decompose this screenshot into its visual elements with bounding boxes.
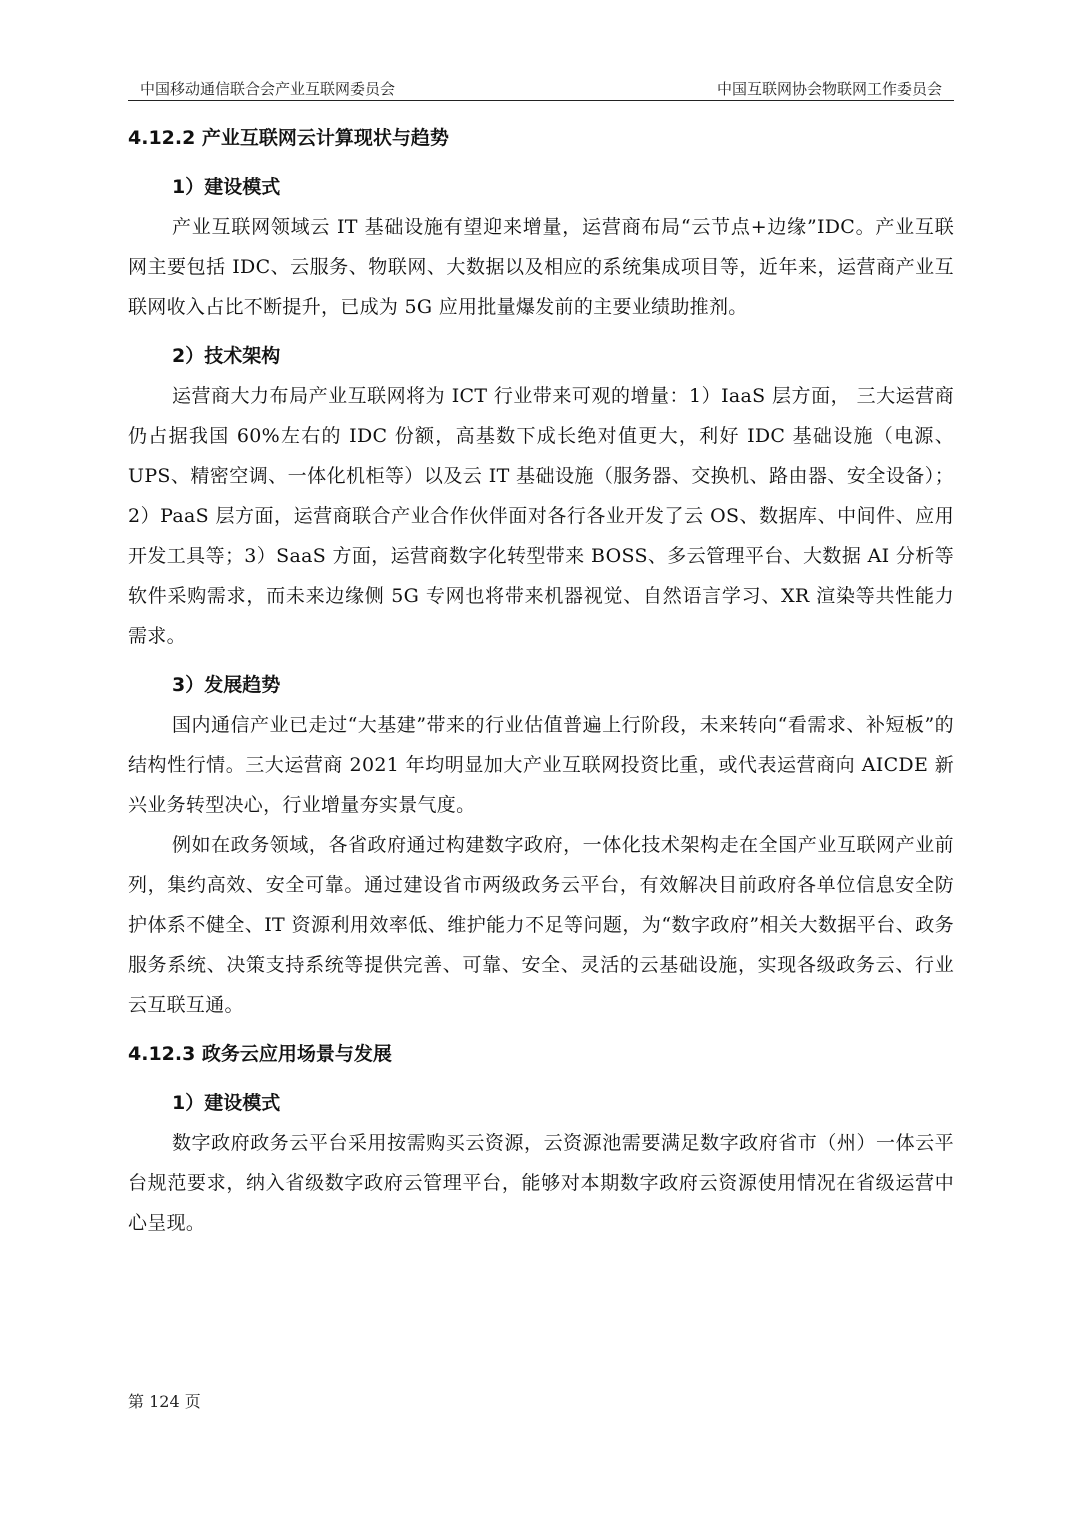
subheading-technical-architecture: 2）技术架构	[172, 345, 281, 367]
subheading-gov-construction-mode: 1）建设模式	[172, 1092, 281, 1114]
header-right-org: 中国互联网协会物联网工作委员会	[716, 80, 942, 98]
paragraph-technical-architecture: 运营商大力布局产业互联网将为 ICT 行业带来可观的增量：1）IaaS 层方面， 三大运营商仍占据我国 60%左右的 IDC 份额，高基数下成长绝对值更大，利好 IDC 基础设施（电源、UPS、精密空调、一体化机柜等）以及云 IT 基础设施（服务器、交换机、路由器、安全设备）；2）PaaS 层方面，运营商联合产业合作伙伴面对各行各业开发了云 OS、数据库、中间件、应用开发工具等；3）SaaS 方面，运营商数字化转型带来 BOSS、多云管理平台、大数据 AI 分析等软件采购需求，而未来边缘侧 5G 专网也将带来机器视觉、自然语言学习、XR 渲染等共性能力需求。	[128, 385, 954, 647]
section-title-4-12-3: 4.12.3 政务云应用场景与发展	[128, 1043, 392, 1065]
page-content	[128, 118, 954, 1243]
section-title-4-12-2: 4.12.2 产业互联网云计算现状与趋势	[128, 127, 449, 149]
paragraph-gov-construction-mode: 数字政府政务云平台采用按需购买云资源，云资源池需要满足数字政府省市（州）一体云平台规范要求，纳入省级数字政府云管理平台，能够对本期数字政府云资源使用情况在省级运营中心呈现。	[128, 1132, 954, 1234]
header-left-org: 中国移动通信联合会产业互联网委员会	[140, 80, 396, 98]
paragraph-development-trend: 国内通信产业已走过“大基建”带来的行业估值普遍上行阶段，未来转向“看需求、补短板”的结构性行情。三大运营商 2021 年均明显加大产业互联网投资比重，或代表运营商向 AICDE 新兴业务转型决心，行业增量夯实景气度。	[128, 714, 954, 816]
paragraph-construction-mode: 产业互联网领域云 IT 基础设施有望迎来增量，运营商布局“云节点+边缘”IDC。产业互联网主要包括 IDC、云服务、物联网、大数据以及相应的系统集成项目等，近年来，运营商产业互联网收入占比不断提升，已成为 5G 应用批量爆发前的主要业绩助推剂。	[128, 216, 954, 318]
paragraph-government-example: 例如在政务领域，各省政府通过构建数字政府，一体化技术架构走在全国产业互联网产业前列，集约高效、安全可靠。通过建设省市两级政务云平台，有效解决目前政府各单位信息安全防护体系不健全、IT 资源利用效率低、维护能力不足等问题，为“数字政府”相关大数据平台、政务服务系统、决策支持系统等提供完善、可靠、安全、灵活的云基础设施，实现各级政务云、行业云互联互通。	[128, 834, 954, 1016]
page-number: 第 124 页	[128, 1392, 201, 1411]
page-header	[128, 72, 954, 101]
subheading-development-trend: 3）发展趋势	[172, 674, 281, 696]
subheading-construction-mode: 1）建设模式	[172, 176, 281, 198]
